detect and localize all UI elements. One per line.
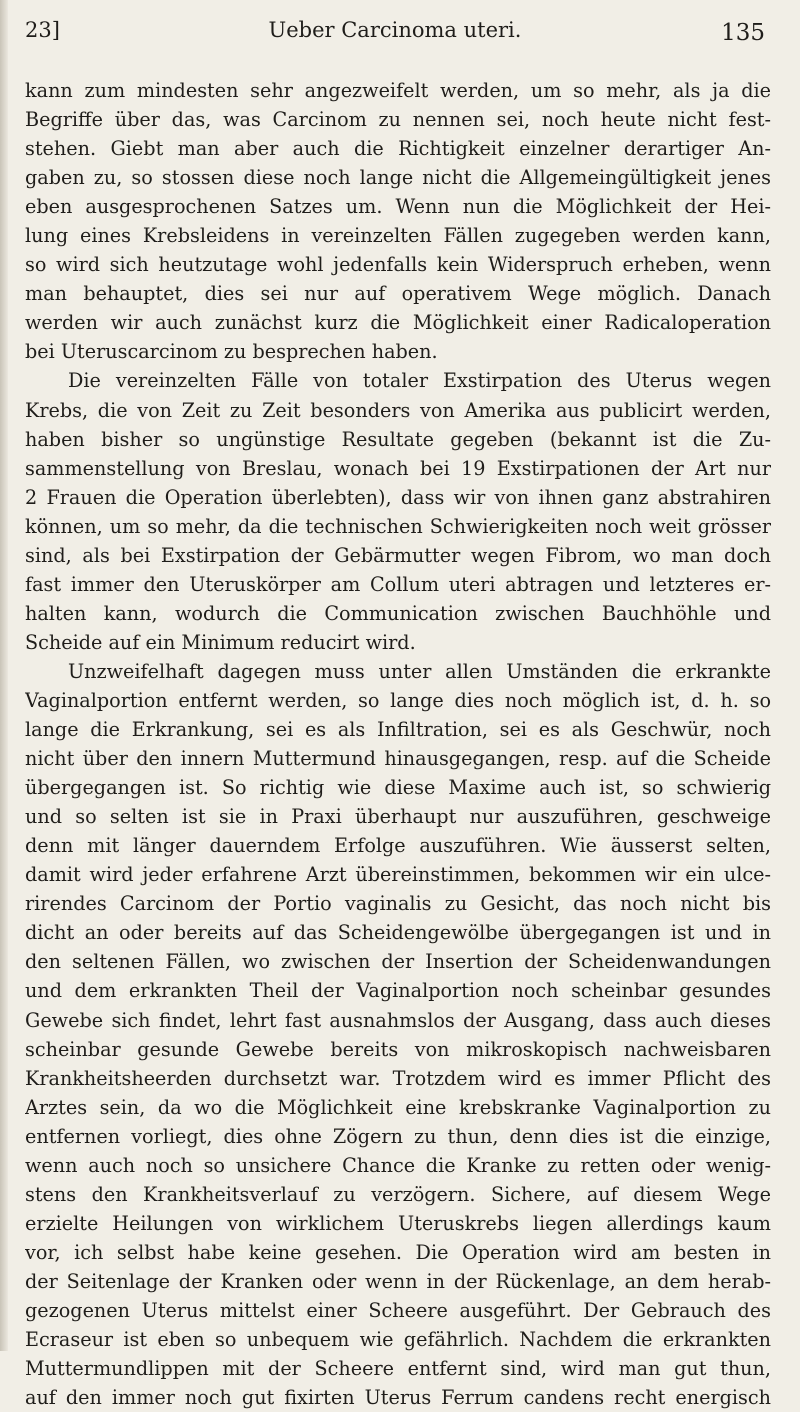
text-line: eben ausgesprochenen Satzes um. Wenn nun die Möglichkeit der Hei- [25, 195, 771, 219]
text-line: haben bisher so ungünstige Resultate gegeben (bekannt ist die Zu- [25, 427, 771, 451]
text-line: Muttermundlippen mit der Scheere entfernt sind, wird man gut thun, [25, 1357, 771, 1381]
binding-edge [0, 0, 8, 1351]
text-line: sind, als bei Exstirpation der Gebärmutter wegen Fibrom, wo man doch [25, 543, 771, 567]
folio-number: 135 [721, 20, 765, 46]
text-line: Vaginalportion entfernt werden, so lange dies noch möglich ist, d. h. so [25, 688, 771, 712]
paragraph-first-line: Die vereinzelten Fälle von totaler Exstirpation des Uterus wegen [68, 369, 771, 393]
text-line: auf den immer noch gut fixirten Uterus Ferrum candens recht energisch [25, 1386, 771, 1410]
paragraph-first-line: Unzweifelhaft dagegen muss unter allen Umständen die erkrankte [68, 659, 771, 683]
text-line: Begriffe über das, was Carcinom zu nennen sei, noch heute nicht fest- [25, 108, 771, 132]
text-line: man behauptet, dies sei nur auf operativem Wege möglich. Danach [25, 282, 771, 306]
text-line: bei Uteruscarcinom zu besprechen haben. [25, 340, 438, 364]
text-line: übergegangen ist. So richtig wie diese Maxime auch ist, so schwierig [25, 776, 771, 800]
text-line: Gewebe sich findet, lehrt fast ausnahmslos der Ausgang, dass auch dieses [25, 1008, 771, 1032]
text-line: stehen. Giebt man aber auch die Richtigkeit einzelner derartiger An- [25, 137, 771, 161]
running-header [25, 18, 765, 54]
text-line: können, um so mehr, da die technischen Schwierigkeiten noch weit grösser [25, 514, 771, 538]
text-line: rirendes Carcinom der Portio vaginalis zu Gesicht, das noch nicht bis [25, 892, 771, 916]
text-line: Scheide auf ein Minimum reducirt wird. [25, 630, 416, 654]
text-line: und so selten ist sie in Praxi überhaupt nur auszuführen, geschweige [25, 805, 771, 829]
text-line: damit wird jeder erfahrene Arzt übereinstimmen, bekommen wir ein ulce- [25, 863, 771, 887]
text-line: nicht über den innern Muttermund hinausgegangen, resp. auf die Scheide [25, 747, 771, 771]
text-line: kann zum mindesten sehr angezweifelt werden, um so mehr, als ja die [25, 79, 771, 102]
text-line: fast immer den Uteruskörper am Collum uteri abtragen und letzteres er- [25, 572, 771, 596]
text-line: den seltenen Fällen, wo zwischen der Insertion der Scheidenwandungen [25, 950, 771, 974]
body-text [25, 76, 771, 1412]
text-line: Krankheitsheerden durchsetzt war. Trotzdem wird es immer Pflicht des [25, 1066, 771, 1090]
text-line: erzielte Heilungen von wirklichem Uteruskrebs liegen allerdings kaum [25, 1211, 771, 1235]
text-line: 2 Frauen die Operation überlebten), dass wir von ihnen ganz abstrahiren [25, 485, 771, 509]
text-line: gaben zu, so stossen diese noch lange nicht die Allgemeingültigkeit jenes [25, 166, 771, 190]
text-line: stens den Krankheitsverlauf zu verzögern. Sichere, auf diesem Wege [25, 1182, 771, 1206]
running-title: Ueber Carcinoma uteri. [268, 18, 522, 42]
text-line: Ecraseur ist eben so unbequem wie gefährlich. Nachdem die erkrankten [25, 1328, 771, 1352]
text-line: sammenstellung von Breslau, wonach bei 19 Exstirpationen der Art nur [25, 456, 771, 480]
text-line: halten kann, wodurch die Communication zwischen Bauchhöhle und [25, 601, 771, 625]
text-line: scheinbar gesunde Gewebe bereits von mikroskopisch nachweisbaren [25, 1037, 771, 1061]
text-line: so wird sich heutzutage wohl jedenfalls kein Widerspruch erheben, wenn [25, 253, 771, 277]
text-line: lange die Erkrankung, sei es als Infiltration, sei es als Geschwür, noch [25, 718, 771, 742]
text-line: denn mit länger dauerndem Erfolge auszuführen. Wie äusserst selten, [25, 834, 771, 858]
text-line: und dem erkrankten Theil der Vaginalportion noch scheinbar gesundes [25, 979, 771, 1003]
text-line: Krebs, die von Zeit zu Zeit besonders von Amerika aus publicirt werden, [25, 398, 771, 422]
text-line: wenn auch noch so unsichere Chance die Kranke zu retten oder wenig- [25, 1153, 771, 1177]
text-line: der Seitenlage der Kranken oder wenn in der Rückenlage, an dem herab- [25, 1269, 771, 1293]
text-line: lung eines Krebsleidens in vereinzelten Fällen zugegeben werden kann, [25, 224, 771, 248]
text-line: Arztes sein, da wo die Möglichkeit eine krebskranke Vaginalportion zu [25, 1095, 771, 1119]
text-line: gezogenen Uterus mittelst einer Scheere ausgeführt. Der Gebrauch des [25, 1298, 771, 1322]
header-page-number: 23] [25, 18, 60, 42]
text-line: dicht an oder bereits auf das Scheidengewölbe übergegangen ist und in [25, 921, 771, 945]
text-line: vor, ich selbst habe keine gesehen. Die Operation wird am besten in [25, 1240, 771, 1264]
text-line: entfernen vorliegt, dies ohne Zögern zu thun, denn dies ist die einzige, [25, 1124, 771, 1148]
text-line: werden wir auch zunächst kurz die Möglichkeit einer Radicaloperation [25, 311, 771, 335]
